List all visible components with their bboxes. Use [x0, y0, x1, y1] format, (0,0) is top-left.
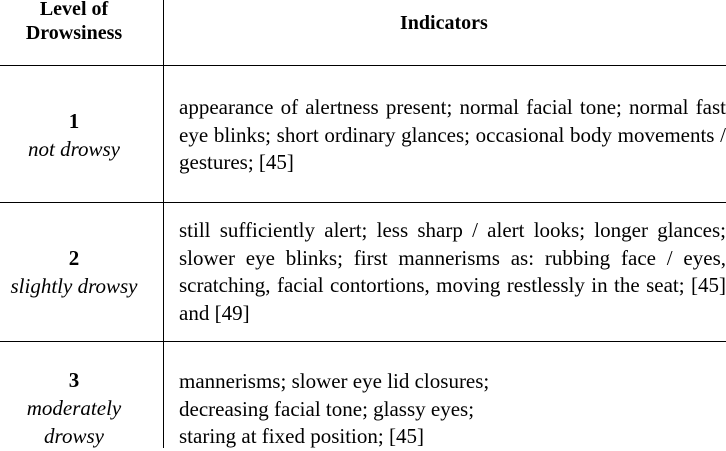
row-divider: [0, 341, 726, 342]
indicators-cell-1: [179, 94, 726, 177]
level-cell-2: [0, 244, 148, 300]
row-divider: [0, 202, 726, 203]
header-level-line1: Level of: [39, 0, 109, 20]
level-cell-1: [0, 107, 148, 163]
indicators-cell-2: [179, 217, 726, 327]
level-label: slightly drowsy: [10, 274, 138, 298]
indicators-text: still sufficiently alert; less sharp / alert looks; longer glances; slower eye blinks; first mannerisms as: rubbing face / eyes, scratching, facial contortions, moving restlessly in the seat; [45] and [49]: [179, 218, 726, 325]
level-number: 2: [68, 246, 80, 270]
indicators-cell-3: [179, 368, 726, 451]
header-divider: [0, 65, 726, 66]
level-label: drowsy: [44, 424, 104, 448]
header-level-of-drowsiness: [0, 0, 148, 45]
level-label: moderately: [26, 396, 122, 420]
indicators-line: mannerisms; slower eye lid closures;: [179, 369, 490, 393]
indicators-line: staring at fixed position; [45]: [179, 424, 424, 448]
level-number: 3: [68, 368, 80, 392]
indicators-text: appearance of alertness present; normal facial tone; normal fast eye blinks; short ordinary glances; occasional body movements / gestures; [45]: [179, 95, 726, 174]
header-level-line2: Drowsiness: [25, 22, 123, 44]
level-label: not drowsy: [28, 137, 120, 161]
column-divider: [163, 0, 164, 448]
header-indicators: Indicators: [400, 12, 488, 34]
level-cell-3: [0, 366, 148, 450]
indicators-line: decreasing facial tone; glassy eyes;: [179, 396, 475, 421]
level-number: 1: [68, 109, 80, 133]
